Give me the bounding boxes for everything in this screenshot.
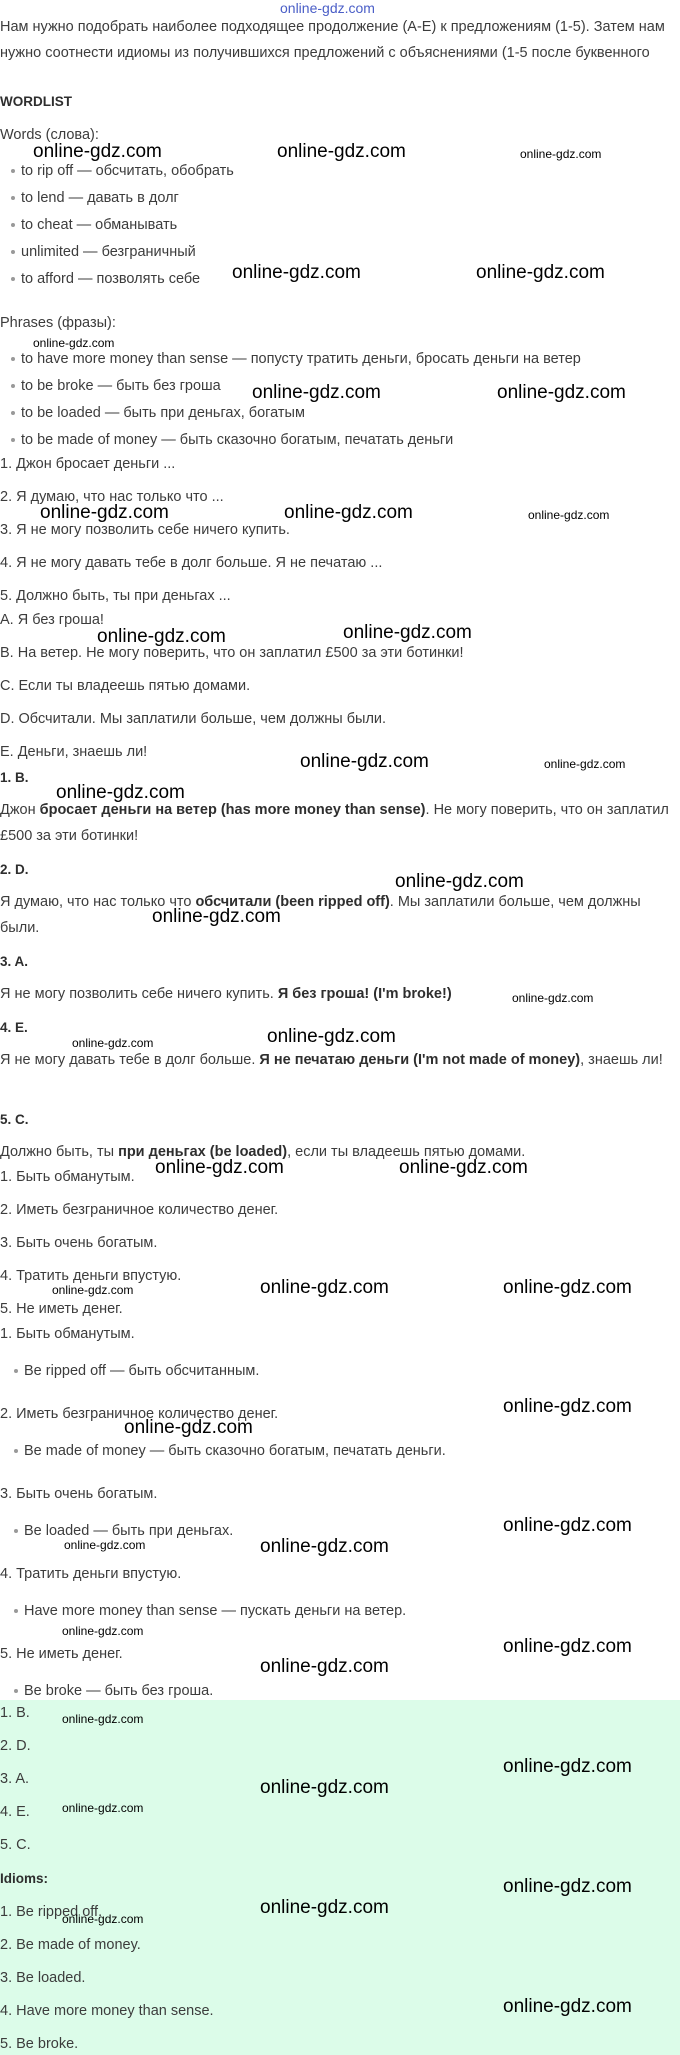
matched-explanation: 2. Иметь безграничное количество денег.: [0, 1406, 279, 1422]
idiom-item: 5. Be broke.: [0, 2036, 79, 2052]
answer-text: Должно быть, ты при деньгах (be loaded), если ты владеешь пятью домами.: [0, 1144, 526, 1160]
idiom-item: 3. Be loaded.: [0, 1970, 86, 1986]
explanation-item: 5. Не иметь денег.: [0, 1301, 123, 1317]
watermark: online-gdz.com: [232, 262, 361, 283]
watermark: online-gdz.com: [64, 1538, 146, 1552]
answer-text: Джон бросает деньги на ветер (has more money than sense). Не могу поверить, что он заплатил £500 за эти ботинки!: [0, 802, 669, 844]
watermark: online-gdz.com: [260, 1897, 389, 1918]
idiom-item: 1. Be ripped off.: [0, 1904, 103, 1920]
ending-item: D. Обсчитали. Мы заплатили больше, чем должны были.: [0, 711, 387, 727]
sentence-item: 4. Я не могу давать тебе в долг больше. Я не печатаю ...: [0, 555, 383, 571]
watermark: online-gdz.com: [62, 1712, 144, 1726]
explanation-item: 4. Тратить деньги впустую.: [0, 1268, 182, 1284]
final-answer: 3. A.: [0, 1771, 30, 1787]
word-item: to afford — позволять себе: [11, 269, 200, 289]
matched-idiom: Have more money than sense — пускать деньги на ветер.: [14, 1601, 406, 1621]
watermark: online-gdz.com: [520, 147, 602, 161]
watermark: online-gdz.com: [260, 1777, 389, 1798]
watermark: online-gdz.com: [277, 141, 406, 162]
sentence-item: 2. Я думаю, что нас только что ...: [0, 489, 224, 505]
watermark: online-gdz.com: [40, 502, 169, 523]
watermark: online-gdz.com: [284, 502, 413, 523]
watermark: online-gdz.com: [528, 508, 610, 522]
watermark: online-gdz.com: [155, 1157, 284, 1178]
phrase-item: to have more money than sense — попусту тратить деньги, бросать деньги на ветер: [11, 349, 581, 369]
answer-label: 5. C.: [0, 1112, 29, 1127]
watermark: online-gdz.com: [497, 382, 626, 403]
watermark: online-gdz.com: [399, 1157, 528, 1178]
matched-explanation: 4. Тратить деньги впустую.: [0, 1566, 182, 1582]
watermark: online-gdz.com: [503, 1277, 632, 1298]
matched-explanation: 5. Не иметь денег.: [0, 1646, 123, 1662]
answer-text: Я не могу давать тебе в долг больше. Я не печатаю деньги (I'm not made of money), знаешь ли!: [0, 1052, 663, 1068]
answer-text: Я думаю, что нас только что обсчитали (been ripped off). Мы заплатили больше, чем должны были.: [0, 894, 641, 936]
sentence-item: 5. Должно быть, ты при деньгах ...: [0, 588, 231, 604]
answer-label: 1. B.: [0, 770, 29, 785]
watermark: online-gdz.com: [260, 1656, 389, 1677]
watermark: online-gdz.com: [52, 1283, 134, 1297]
word-item: to rip off — обсчитать, обобрать: [11, 161, 234, 181]
watermark: online-gdz.com: [62, 1624, 144, 1638]
phrase-item: to be broke — быть без гроша: [11, 376, 221, 396]
intro-fade: [0, 70, 680, 90]
final-answer: 4. E.: [0, 1804, 30, 1820]
idiom-item: 4. Have more money than sense.: [0, 2003, 214, 2019]
phrases-heading: Phrases (фразы):: [0, 315, 116, 331]
watermark: online-gdz.com: [33, 336, 115, 350]
ending-item: A. Я без гроша!: [0, 612, 104, 628]
wordlist-title: WORDLIST: [0, 94, 72, 109]
ending-item: E. Деньги, знаешь ли!: [0, 744, 148, 760]
watermark: online-gdz.com: [267, 1026, 396, 1047]
watermark: online-gdz.com: [260, 1536, 389, 1557]
sentence-item: 3. Я не могу позволить себе ничего купить.: [0, 522, 290, 538]
watermark: online-gdz.com: [124, 1417, 253, 1438]
answer-label: 3. A.: [0, 954, 29, 969]
ending-item: B. На ветер. Не могу поверить, что он заплатил £500 за эти ботинки!: [0, 645, 464, 661]
watermark: online-gdz.com: [503, 1636, 632, 1657]
word-item: to cheat — обманывать: [11, 215, 177, 235]
watermark: online-gdz.com: [33, 141, 162, 162]
final-answer: 2. D.: [0, 1738, 31, 1754]
explanation-item: 2. Иметь безграничное количество денег.: [0, 1202, 279, 1218]
site-logo[interactable]: online-gdz.com: [280, 0, 375, 16]
watermark: online-gdz.com: [56, 782, 185, 803]
watermark: online-gdz.com: [62, 1801, 144, 1815]
watermark: online-gdz.com: [503, 1876, 632, 1897]
words-heading: Words (слова):: [0, 127, 99, 143]
final-answer: 5. C.: [0, 1837, 31, 1853]
intro-text: Нам нужно подобрать наиболее подходящее продолжение (A-E) к предложениям (1-5). Затем нам нужно соотнести идиомы из получившихся предложений с объяснениями (1-5 после буквенного: [0, 19, 665, 61]
watermark: online-gdz.com: [476, 262, 605, 283]
watermark: online-gdz.com: [503, 1396, 632, 1417]
ending-item: C. Если ты владеешь пятью домами.: [0, 678, 251, 694]
watermark: online-gdz.com: [512, 991, 594, 1005]
idiom-item: 2. Be made of money.: [0, 1937, 141, 1953]
explanation-item: 3. Быть очень богатым.: [0, 1235, 158, 1251]
matched-idiom: Be ripped off — быть обсчитанным.: [14, 1361, 259, 1381]
matched-idiom: Be broke — быть без гроша.: [14, 1681, 213, 1701]
final-answer: 1. B.: [0, 1705, 30, 1721]
matched-idiom: Be loaded — быть при деньгах.: [14, 1521, 233, 1541]
watermark: online-gdz.com: [503, 1515, 632, 1536]
watermark: online-gdz.com: [260, 1277, 389, 1298]
watermark: online-gdz.com: [544, 757, 626, 771]
watermark: online-gdz.com: [343, 622, 472, 643]
watermark: online-gdz.com: [395, 871, 524, 892]
watermark: online-gdz.com: [252, 382, 381, 403]
watermark: online-gdz.com: [62, 1912, 144, 1926]
watermark: online-gdz.com: [503, 1996, 632, 2017]
watermark: online-gdz.com: [72, 1036, 154, 1050]
answer-label: 4. E.: [0, 1020, 28, 1035]
explanation-item: 1. Быть обманутым.: [0, 1169, 135, 1185]
answer-label: 2. D.: [0, 862, 29, 877]
watermark: online-gdz.com: [503, 1756, 632, 1777]
sentence-item: 1. Джон бросает деньги ...: [0, 456, 176, 472]
word-item: unlimited — безграничный: [11, 242, 196, 262]
watermark: online-gdz.com: [97, 626, 226, 647]
watermark: online-gdz.com: [152, 906, 281, 927]
phrase-item: to be loaded — быть при деньгах, богатым: [11, 403, 305, 423]
phrase-item: to be made of money — быть сказочно богатым, печатать деньги: [11, 430, 453, 450]
watermark: online-gdz.com: [300, 751, 429, 772]
answer-text: Я не могу позволить себе ничего купить. Я без гроша! (I'm broke!): [0, 986, 452, 1002]
word-item: to lend — давать в долг: [11, 188, 179, 208]
matched-idiom: Be made of money — быть сказочно богатым, печатать деньги.: [14, 1441, 446, 1461]
matched-explanation: 1. Быть обманутым.: [0, 1326, 135, 1342]
idioms-heading: Idioms:: [0, 1871, 49, 1886]
matched-explanation: 3. Быть очень богатым.: [0, 1486, 158, 1502]
